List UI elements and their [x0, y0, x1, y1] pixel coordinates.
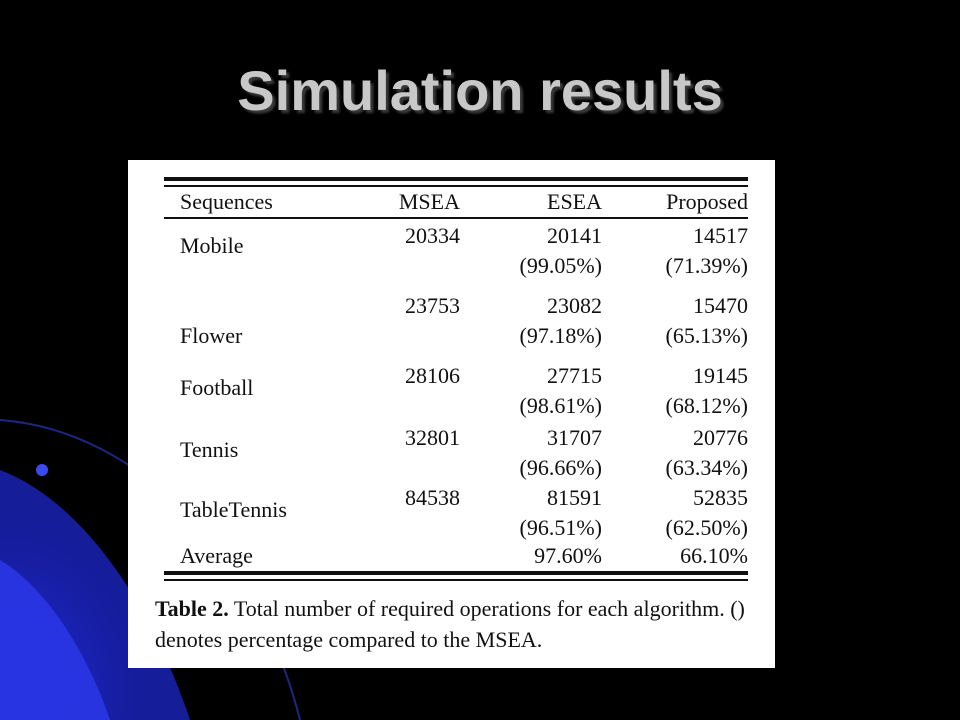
- header-row: [164, 187, 748, 217]
- header-rule: [164, 217, 748, 219]
- cell-proposed-pct: (62.50%): [665, 515, 748, 540]
- cell-sequence: Football: [180, 375, 254, 400]
- cell-msea: 20334: [405, 223, 460, 248]
- table-row: [164, 221, 748, 281]
- average-esea: 97.60%: [534, 543, 602, 568]
- cell-proposed: 14517: [693, 223, 748, 248]
- cell-proposed: 15470: [693, 293, 748, 318]
- header-msea: MSEA: [398, 189, 460, 214]
- average-proposed: 66.10%: [680, 543, 748, 568]
- cell-sequence: Flower: [180, 323, 243, 348]
- cell-esea-pct: (98.61%): [519, 393, 602, 418]
- header-esea: ESEA: [547, 189, 602, 214]
- slide-title: Simulation results: [237, 59, 723, 122]
- table-row: [164, 361, 748, 421]
- cell-proposed-pct: (65.13%): [665, 323, 748, 348]
- cell-esea-pct: (97.18%): [519, 323, 602, 348]
- cell-proposed: 52835: [693, 485, 748, 510]
- bottom-rule-2: [164, 579, 748, 581]
- table-image-panel: [128, 160, 775, 668]
- cell-sequence: Tennis: [180, 437, 239, 462]
- cell-esea: 27715: [547, 363, 602, 388]
- cell-proposed-pct: (63.34%): [665, 455, 748, 480]
- cell-proposed-pct: (71.39%): [665, 253, 748, 278]
- header-sequences: Sequences: [180, 189, 273, 214]
- table-row: [164, 291, 748, 351]
- cell-esea: 20141: [547, 223, 602, 248]
- cell-esea-pct: (96.66%): [519, 455, 602, 480]
- cell-proposed: 20776: [693, 425, 748, 450]
- caption-text: Total number of required operations for each algorithm. () denotes percentage compared to the MSEA.: [155, 596, 745, 652]
- cell-esea-pct: (99.05%): [519, 253, 602, 278]
- cell-sequence: TableTennis: [180, 497, 287, 522]
- cell-esea-pct: (96.51%): [519, 515, 602, 540]
- cell-msea: 23753: [405, 293, 460, 318]
- cell-esea: 31707: [547, 425, 602, 450]
- table-row: [164, 483, 748, 543]
- results-table: [164, 177, 748, 581]
- cell-msea: 28106: [405, 363, 460, 388]
- average-label: Average: [180, 543, 253, 568]
- cell-sequence: Mobile: [180, 233, 244, 258]
- cell-esea: 81591: [547, 485, 602, 510]
- cell-msea: 84538: [405, 485, 460, 510]
- caption-label: Table 2.: [155, 596, 229, 621]
- cell-msea: 32801: [405, 425, 460, 450]
- table-row: [164, 423, 748, 483]
- cell-proposed: 19145: [693, 363, 748, 388]
- header-proposed: Proposed: [666, 189, 748, 214]
- cell-esea: 23082: [547, 293, 602, 318]
- table-caption: [155, 593, 765, 655]
- average-row: [164, 543, 748, 569]
- cell-proposed-pct: (68.12%): [665, 393, 748, 418]
